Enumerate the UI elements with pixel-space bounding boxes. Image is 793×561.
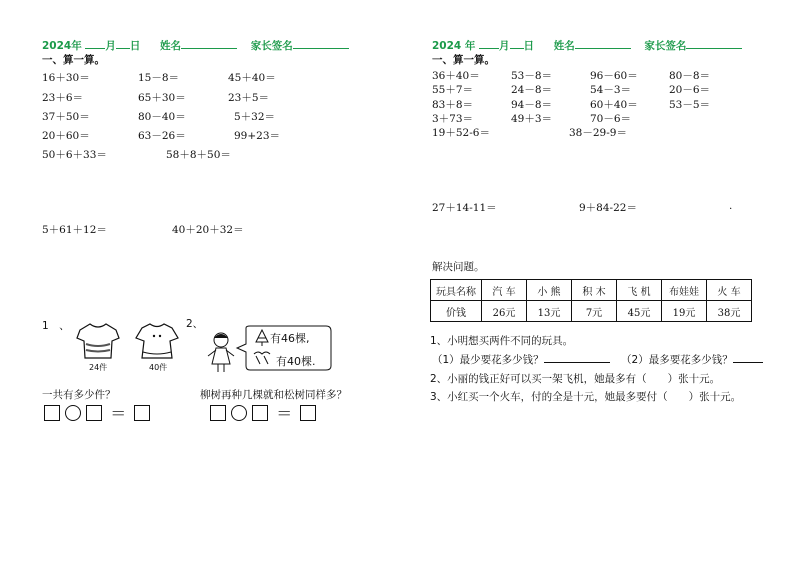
right-month-blank[interactable] [479, 48, 499, 49]
answer-box[interactable] [300, 405, 316, 421]
table-cell: 玩具名称 [431, 280, 482, 301]
table-cell: 火 车 [707, 280, 752, 301]
equation: 15－8＝ [138, 72, 180, 84]
question-3: 3、小红买一个火车，付的全是十元，她最多要付（ ）张十元。 [430, 391, 742, 403]
shirt-icon [76, 322, 120, 360]
question-2: 2、小丽的钱正好可以买一架飞机，她最多有（ ）张十元。 [430, 373, 721, 385]
left-sign-blank[interactable] [293, 48, 349, 49]
equation: 60＋40＝ [590, 99, 638, 111]
equation: 53－8＝ [511, 70, 553, 82]
table-cell: 小 熊 [527, 280, 572, 301]
table-cell: 45元 [617, 301, 662, 322]
question-1b-text: （2）最多要花多少钱？ [621, 354, 733, 366]
equation: 20＋60＝ [42, 130, 90, 142]
equation: 49＋3＝ [511, 113, 553, 125]
left-header-name-label: 姓名 [160, 40, 182, 52]
equation: 40＋20＋32＝ [172, 224, 244, 236]
equation: 99+23＝ [234, 130, 281, 142]
equation: 3＋73＝ [432, 113, 474, 125]
equation: 70－6＝ [590, 113, 632, 125]
answer-boxes-1 [44, 401, 150, 424]
table-cell: 38元 [707, 301, 752, 322]
dress-icon [134, 322, 180, 360]
table-row [431, 280, 752, 301]
table-cell: 积 木 [572, 280, 617, 301]
equation: 80－8＝ [669, 70, 711, 82]
answer-box[interactable] [210, 405, 226, 421]
equation: 50＋6＋33＝ [42, 149, 107, 161]
equals-sign: ＝ [110, 404, 127, 423]
equation: 38－29-9＝ [569, 127, 627, 139]
question-1: 1、小明想买两件不同的玩具。 [430, 335, 574, 347]
operator-circle[interactable] [65, 405, 81, 421]
problems-title: 解决问题。 [432, 261, 485, 273]
equation: 45＋40＝ [228, 72, 276, 84]
girl-icon [206, 330, 236, 374]
left-header-day: 日 [129, 40, 141, 52]
table-cell: 7元 [572, 301, 617, 322]
right-sign-blank[interactable] [686, 48, 742, 49]
equation: 53－5＝ [669, 99, 711, 111]
table-cell: 价钱 [431, 301, 482, 322]
answer-box[interactable] [86, 405, 102, 421]
shirt-count: 24件 [89, 363, 108, 372]
problem-2-number: 2、 [186, 318, 204, 330]
left-day-blank[interactable] [116, 48, 130, 49]
answer-box[interactable] [252, 405, 268, 421]
stray-dot: . [729, 200, 733, 212]
equation: 80－40＝ [138, 111, 186, 123]
equation: 36＋40＝ [432, 70, 480, 82]
table-cell: 19元 [662, 301, 707, 322]
right-header-year: 2024 年 [432, 40, 476, 52]
left-name-blank[interactable] [181, 48, 237, 49]
question-1a-text: （1）最少要花多少钱？ [432, 354, 544, 366]
equation: 19＋52-6＝ [432, 127, 490, 139]
equation: 94－8＝ [511, 99, 553, 111]
answer-blank[interactable] [733, 362, 763, 363]
left-header [42, 38, 349, 53]
right-header-day: 日 [523, 40, 535, 52]
bubble-line-1: 有46棵, [270, 332, 310, 345]
right-header [432, 38, 742, 53]
equation: 24－8＝ [511, 84, 553, 96]
right-header-name-label: 姓名 [553, 40, 575, 52]
equation: 55＋7＝ [432, 84, 474, 96]
equals-sign: ＝ [276, 404, 293, 423]
equation: 5＋32＝ [234, 111, 276, 123]
left-header-month: 月 [105, 40, 116, 52]
left-month-blank[interactable] [85, 48, 105, 49]
right-section-title: 一、算一算。 [432, 54, 495, 66]
table-cell: 汽 车 [482, 280, 527, 301]
equation: 9＋84-22＝ [579, 202, 637, 214]
left-header-sign-label: 家长签名 [250, 40, 293, 52]
right-name-blank[interactable] [575, 48, 631, 49]
equation: 63－26＝ [138, 130, 186, 142]
question-1a [432, 352, 763, 367]
equation: 54－3＝ [590, 84, 632, 96]
equation: 65＋30＝ [138, 92, 186, 104]
table-cell: 13元 [527, 301, 572, 322]
right-header-month: 月 [499, 40, 510, 52]
equation: 27＋14-11＝ [432, 202, 497, 214]
table-cell: 布娃娃 [662, 280, 707, 301]
table-cell: 26元 [482, 301, 527, 322]
equation: 96－60＝ [590, 70, 638, 82]
answer-box[interactable] [134, 405, 150, 421]
problem-1-number: 1 、 [42, 320, 70, 332]
problem-1-question: 一共有多少件？ [42, 389, 116, 401]
dress-count: 40件 [149, 363, 168, 372]
left-section-title: 一、算一算。 [42, 54, 105, 66]
equation: 37＋50＝ [42, 111, 90, 123]
equation: 83＋8＝ [432, 99, 474, 111]
right-header-sign-label: 家长签名 [644, 40, 687, 52]
equation: 23＋5＝ [228, 92, 270, 104]
equation: 16＋30＝ [42, 72, 90, 84]
problem-2-question: 柳树再种几棵就和松树同样多？ [200, 389, 347, 401]
table-cell: 飞 机 [617, 280, 662, 301]
equation: 58＋8＋50＝ [166, 149, 231, 161]
toy-price-table [430, 279, 752, 322]
equation: 5＋61＋12＝ [42, 224, 107, 236]
left-header-year: 2024年 [42, 40, 82, 52]
right-day-blank[interactable] [510, 48, 524, 49]
bubble-line-2: 有40棵. [276, 355, 316, 368]
equation: 20－6＝ [669, 84, 711, 96]
answer-blank[interactable] [544, 362, 610, 363]
answer-box[interactable] [44, 405, 60, 421]
equation: 23＋6＝ [42, 92, 84, 104]
operator-circle[interactable] [231, 405, 247, 421]
table-row [431, 301, 752, 322]
answer-boxes-2 [210, 401, 316, 424]
